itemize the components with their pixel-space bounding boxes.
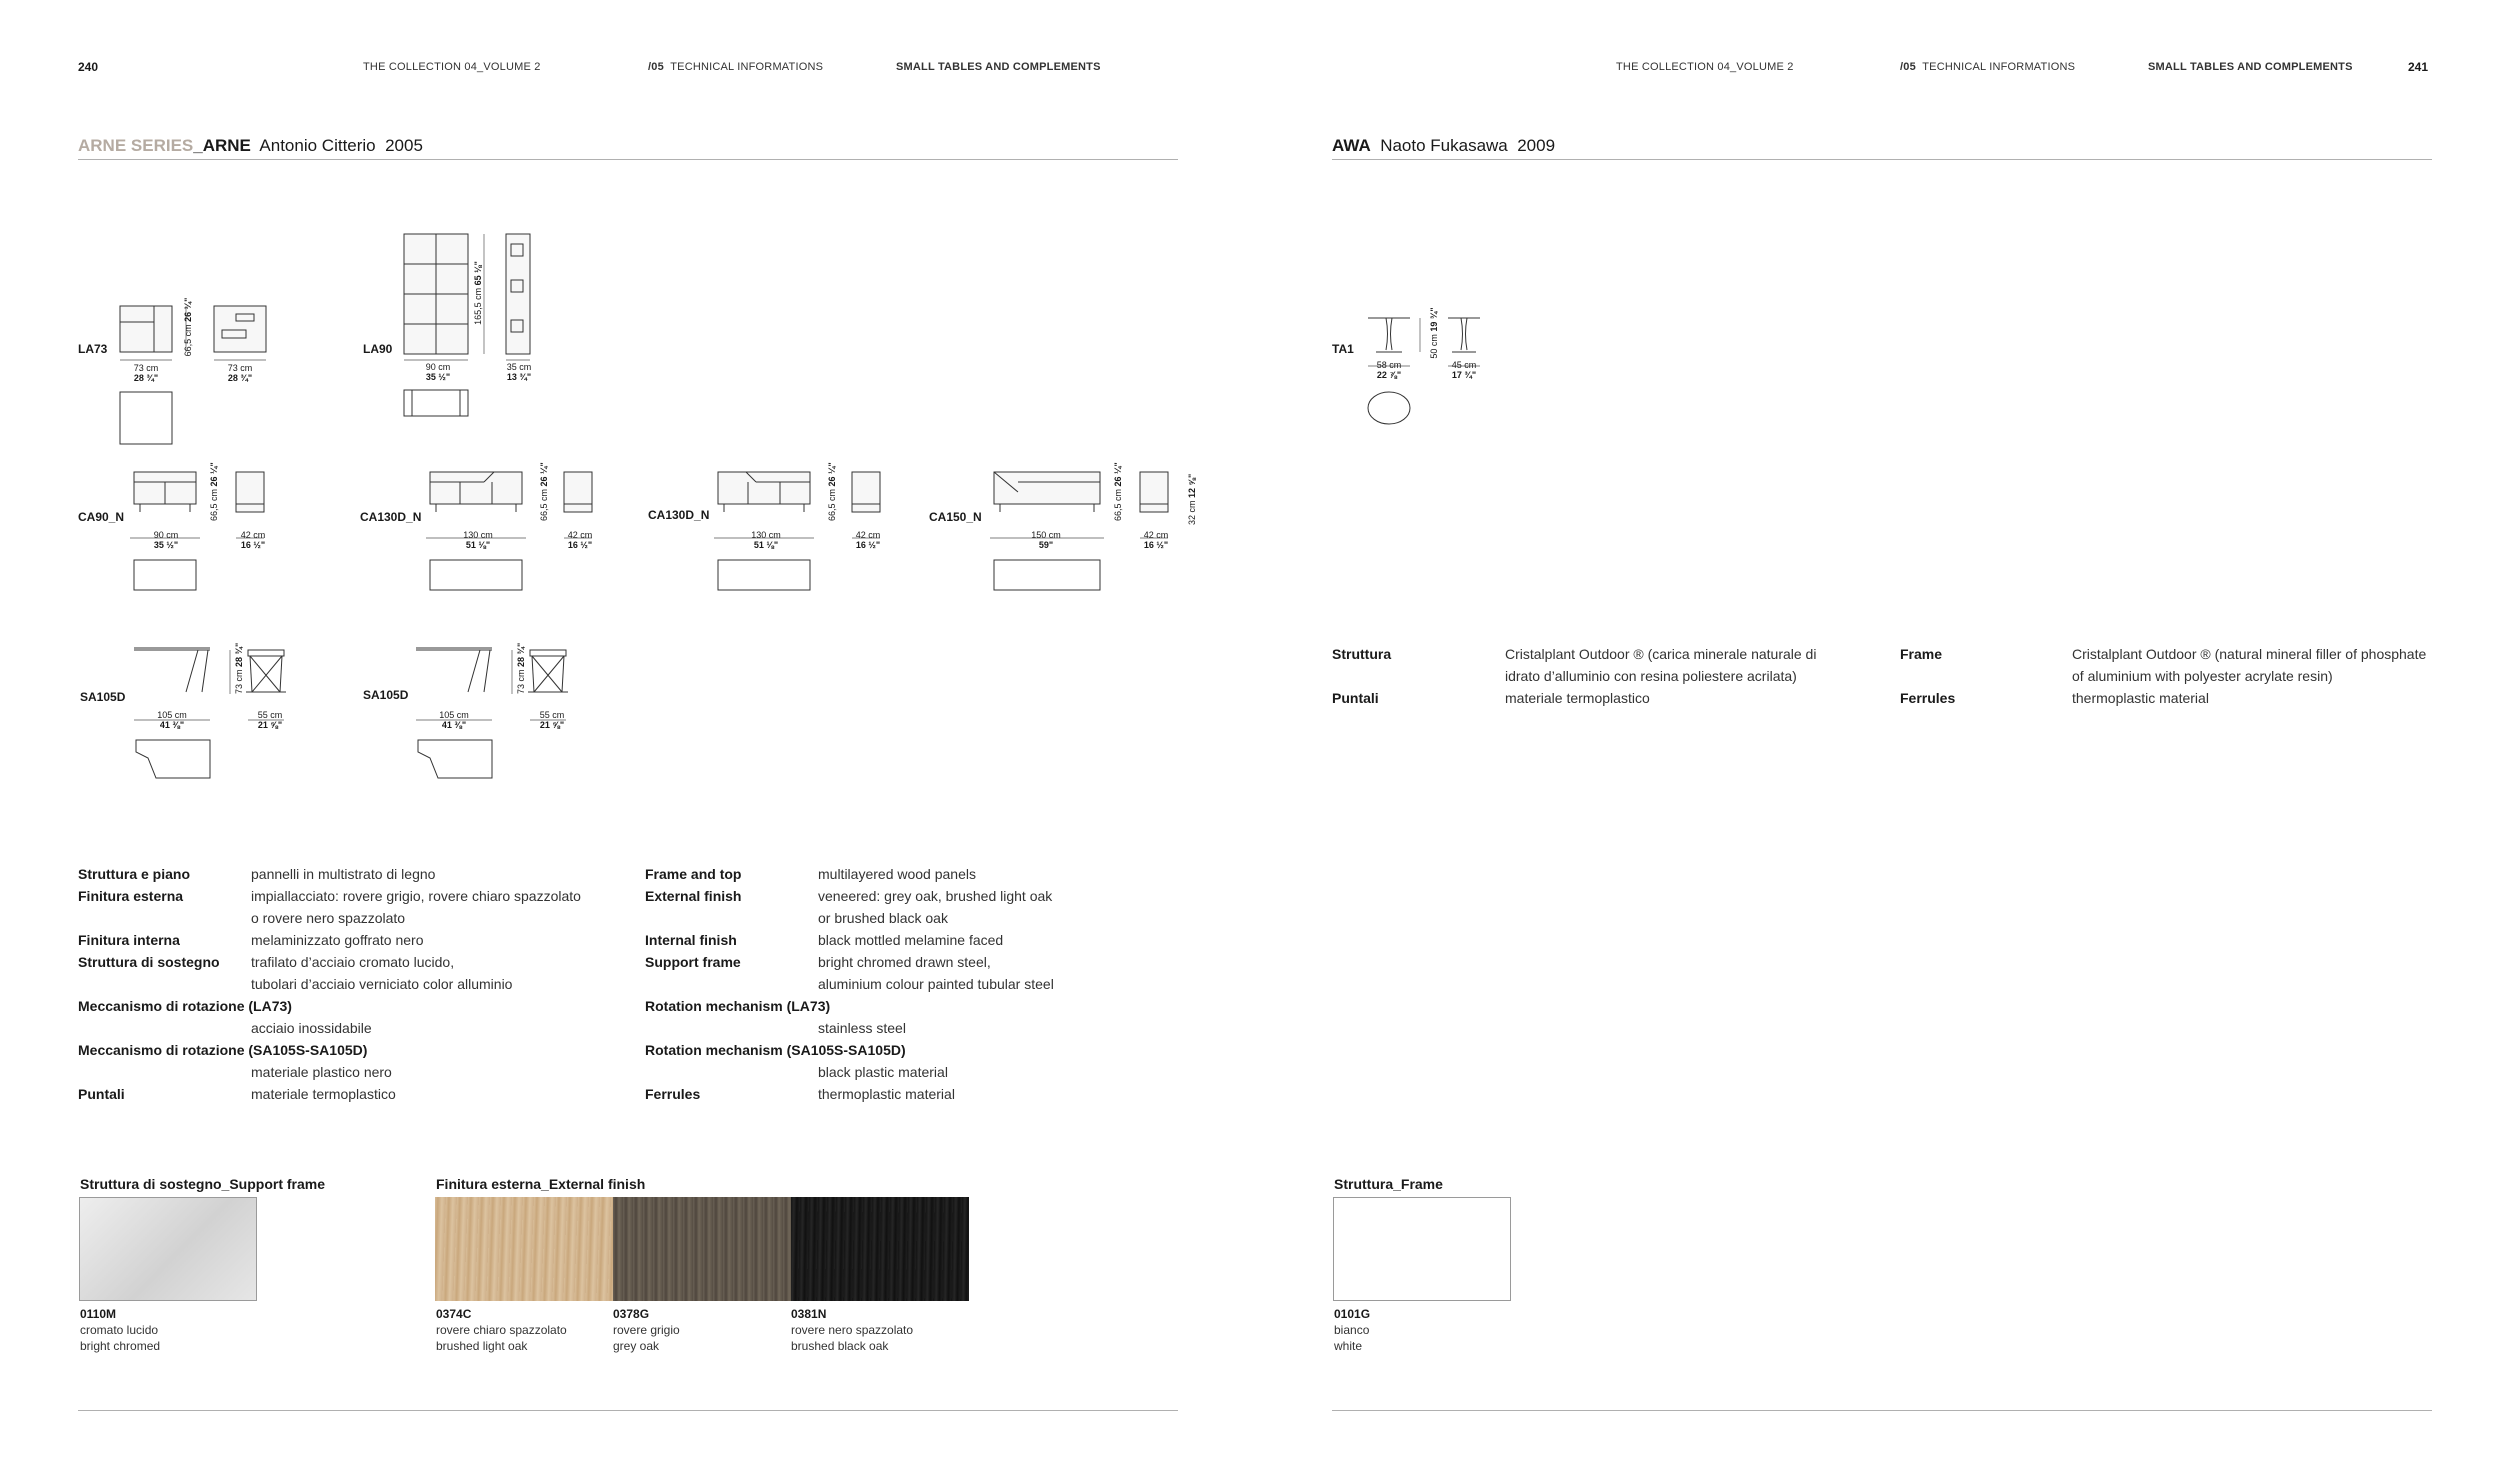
sa105d-2-height-in: 28 ¾" [516,642,526,667]
right-page-number: 241 [2408,60,2429,74]
right-section-label [1900,61,2075,73]
spec-label: Struttura di sostegno [78,954,220,970]
product-code-ca150-n: CA150_N [929,510,982,524]
ca130d-n-2-depth-in: 16 ½" [855,540,881,550]
ca150-n-width-label [1020,530,1072,550]
sa105d-2-height: 73 cm [516,669,526,694]
ca130d-n-1-depth-label [560,530,600,550]
ca150-n-height2-label [1187,473,1197,525]
ta1-width-in: 22 ⅞" [1376,370,1402,380]
la73-height-in: 26 ¼" [183,297,193,322]
spec-label: Internal finish [645,932,737,948]
spec-value: impiallacciato: rovere grigio, rovere chiaro spazzolato [251,888,581,904]
spec-label: Ferrules [645,1086,701,1102]
ca150-n-depth: 42 cm [1143,530,1169,540]
ca130d-n-1-width: 130 cm [463,530,493,540]
ta1-width: 58 cm [1376,360,1402,370]
ta1-height-label [1429,307,1439,359]
swatch-name-en: grey oak [613,1339,660,1353]
swatch-group-title-external-finish: Finitura esterna_External finish [436,1176,646,1192]
swatch-group-title-frame: Struttura_Frame [1334,1176,1443,1192]
swatch-name-it: rovere chiaro spazzolato [436,1323,567,1337]
ta1-width-label [1368,360,1410,380]
ca130d-n-2-width-in: 51 ⅛" [753,540,779,550]
ca150-n-depth-in: 16 ½" [1143,540,1169,550]
left-page-number: 240 [78,60,99,74]
la73-height: 66,5 cm [183,324,193,357]
ca130d-n-2-width: 130 cm [751,530,781,540]
ca130d-n-1-width-in: 51 ⅛" [465,540,491,550]
swatch-code: 0101G [1334,1307,1371,1321]
spec-label: Frame and top [645,866,742,882]
swatch-name-en: brushed light oak [436,1339,528,1353]
product-code-la73: LA73 [78,342,108,356]
la90-depth: 35 cm [506,362,532,372]
spec-value: materiale plastico nero [251,1064,392,1080]
designer-name: Antonio Citterio [259,136,376,155]
spec-value: of aluminium with polyester acrylate resin) [2072,668,2333,684]
ca90-n-depth-label [233,530,273,550]
product-code-ta1: TA1 [1332,342,1354,356]
swatch-group-title-support-frame: Struttura di sostegno_Support frame [80,1176,326,1192]
left-section-label [648,61,823,73]
spec-label: Finitura interna [78,932,180,948]
left-section-name: TECHNICAL INFORMATIONS [670,61,824,73]
ca130d-n-1-height: 66,5 cm [539,488,549,521]
la90-width: 90 cm [425,362,451,372]
sa105d-1-depth-in: 21 ⅝" [257,720,283,730]
title-separator: _ [193,136,203,155]
spec-value: tubolari d’acciaio verniciato color alluminio [251,976,513,992]
spec-value: Cristalplant Outdoor ® (carica minerale naturale di [1505,646,1817,662]
product-code-ca90-n: CA90_N [78,510,125,524]
swatch-name-it: rovere grigio [613,1323,680,1337]
ca130d-n-2-height: 66,5 cm [827,488,837,521]
sa105d-1-depth: 55 cm [257,710,283,720]
product-code-la90: LA90 [363,342,393,356]
swatch-0374c[interactable] [435,1197,613,1301]
sa105d-2-width-label [428,710,480,730]
left-title-rule [78,159,1178,160]
product-code-ca130d-n-2: CA130D_N [648,508,710,522]
ca150-n-height-in: 26 ¼" [1113,462,1123,487]
la73-depth: 73 cm [227,363,253,373]
spec-value: melaminizzato goffrato nero [251,932,424,948]
ca90-n-depth: 42 cm [240,530,266,540]
swatch-name-en: bright chromed [80,1339,161,1353]
spec-value: black plastic material [818,1064,948,1080]
spec-value: aluminium colour painted tubular steel [818,976,1054,992]
sa105d-2-width-in: 41 ⅜" [441,720,467,730]
ca150-n-height: 66,5 cm [1113,488,1123,521]
ca90-n-height-label [209,462,219,521]
la90-depth-label [502,362,536,382]
spec-value: bright chromed drawn steel, [818,954,991,970]
sa105d-2-depth-label [532,710,572,730]
sa105d-2-depth: 55 cm [539,710,565,720]
la73-height-label [183,297,193,357]
sa105d-1-height: 73 cm [234,669,244,694]
right-collection-label: THE COLLECTION 04_VOLUME 2 [1616,61,1794,73]
la73-depth-in: 28 ¾" [227,373,253,383]
spec-label: Support frame [645,954,741,970]
right-section-name: TECHNICAL INFORMATIONS [1922,61,2076,73]
spec-value: materiale termoplastico [1505,690,1650,706]
sa105d-1-depth-label [250,710,290,730]
ca150-n-depth-label [1136,530,1176,550]
ca90-n-width-label [140,530,192,550]
ca150-n-width-in: 59" [1038,540,1054,550]
left-section-number: /05 [648,61,664,73]
ca90-n-height: 66,5 cm [209,488,219,521]
ca90-n-depth-in: 16 ½" [240,540,266,550]
ca150-n-height2-in: 12 ⅝" [1187,473,1197,498]
spec-label: Ferrules [1900,690,1956,706]
ca130d-n-1-depth: 42 cm [567,530,593,540]
spec-value: o rovere nero spazzolato [251,910,406,926]
swatch-0378g[interactable] [613,1197,791,1301]
right-section-number: /05 [1900,61,1916,73]
design-year: 2005 [385,136,423,155]
spec-value: thermoplastic material [2072,690,2209,706]
spec-value: materiale termoplastico [251,1086,396,1102]
ta1-height: 50 cm [1429,334,1439,359]
ca130d-n-2-depth: 42 cm [855,530,881,540]
swatch-0101g[interactable] [1333,1197,1511,1301]
spec-label: Meccanismo di rotazione (SA105S-SA105D) [78,1042,368,1058]
la73-depth-label [214,363,266,383]
la90-width-in: 35 ½" [425,372,451,382]
la90-height: 165,5 cm [473,287,483,325]
awa-section-title [1332,136,1555,156]
spec-label: Puntali [78,1086,125,1102]
ca150-n-height2: 32 cm [1187,500,1197,525]
spec-value: stainless steel [818,1020,906,1036]
ca90-n-width: 90 cm [153,530,179,540]
right-footer-rule [1332,1410,2432,1411]
swatch-code: 0110M [80,1307,117,1321]
la73-width-label [120,363,172,383]
spec-label: External finish [645,888,742,904]
spec-value: veneered: grey oak, brushed light oak [818,888,1053,904]
right-category-label: SMALL TABLES AND COMPLEMENTS [2148,61,2353,73]
spec-value: or brushed black oak [818,910,948,926]
sa105d-2-width: 105 cm [439,710,469,720]
ca130d-n-2-width-label [740,530,792,550]
la90-height-in: 65 ⅛" [473,261,483,286]
left-footer-rule [78,1410,1178,1411]
la90-height-label [473,255,483,331]
right-title-rule [1332,159,2432,160]
spec-label: Finitura esterna [78,888,184,904]
left-collection-label: THE COLLECTION 04_VOLUME 2 [363,61,541,73]
la73-width: 73 cm [133,363,159,373]
sa105d-1-height-in: 28 ¾" [234,642,244,667]
sa105d-1-height-label [234,644,244,694]
ta1-depth: 45 cm [1451,360,1477,370]
ca130d-n-2-depth-label [848,530,888,550]
swatch-code: 0381N [791,1307,827,1321]
spec-value: trafilato d’acciaio cromato lucido, [251,954,455,970]
spec-value: acciaio inossidabile [251,1020,372,1036]
ca130d-n-1-height-label [539,462,549,521]
swatch-name-en: white [1334,1339,1363,1353]
ca130d-n-2-height-label [827,462,837,521]
product-code-ca130d-n-1: CA130D_N [360,510,422,524]
spec-value: thermoplastic material [818,1086,955,1102]
product-family-name: ARNE [202,136,251,155]
ca130d-n-2-height-in: 26 ¼" [827,462,837,487]
spec-value: pannelli in multistrato di legno [251,866,436,882]
design-year: 2009 [1517,136,1556,155]
sa105d-1-width: 105 cm [157,710,187,720]
product-family-name: AWA [1332,136,1371,155]
spec-value: Cristalplant Outdoor ® (natural mineral filler of phosphate [2072,646,2427,662]
ca130d-n-1-depth-in: 16 ½" [567,540,593,550]
spec-label: Rotation mechanism (SA105S-SA105D) [645,1042,906,1058]
ca90-n-width-in: 35 ½" [153,540,179,550]
ca150-n-height-label [1113,462,1123,521]
series-name: ARNE SERIES [78,136,194,155]
sa105d-1-width-label [146,710,198,730]
swatch-0110m[interactable] [79,1197,257,1301]
ta1-height-in: 19 ¾" [1429,307,1439,332]
designer-name: Naoto Fukasawa [1380,136,1508,155]
ca150-n-width: 150 cm [1031,530,1061,540]
left-category-label: SMALL TABLES AND COMPLEMENTS [896,61,1101,73]
spec-value: multilayered wood panels [818,866,976,882]
swatch-name-en: brushed black oak [791,1339,889,1353]
sa105d-2-height-label [516,644,526,694]
swatch-code: 0374C [436,1307,472,1321]
spec-label: Puntali [1332,690,1379,706]
la73-width-in: 28 ¾" [133,373,159,383]
product-code-sa105d-1: SA105D [80,690,126,704]
product-code-sa105d-2: SA105D [363,688,409,702]
sa105d-2-depth-in: 21 ⅝" [539,720,565,730]
swatch-0381n[interactable] [791,1197,969,1301]
spec-label: Rotation mechanism (LA73) [645,998,831,1014]
swatch-name-it: cromato lucido [80,1323,159,1337]
spec-label: Meccanismo di rotazione (LA73) [78,998,292,1014]
spec-label: Struttura [1332,646,1392,662]
swatch-name-it: bianco [1334,1323,1370,1337]
arne-section-title [78,136,423,156]
ta1-depth-in: 17 ¾" [1451,370,1477,380]
sa105d-1-width-in: 41 ⅜" [159,720,185,730]
swatch-name-it: rovere nero spazzolato [791,1323,914,1337]
spec-label: Frame [1900,646,1943,662]
ca130d-n-1-height-in: 26 ¼" [539,462,549,487]
ta1-depth-label [1448,360,1480,380]
spec-label: Struttura e piano [78,866,191,882]
la90-depth-in: 13 ¾" [506,372,532,382]
spec-value: idrato d’alluminio con resina poliestere acrilata) [1505,668,1797,684]
ca90-n-height-in: 26 ¼" [209,462,219,487]
la90-width-label [408,362,468,382]
swatch-code: 0378G [613,1307,650,1321]
spec-value: black mottled melamine faced [818,932,1004,948]
ca130d-n-1-width-label [452,530,504,550]
